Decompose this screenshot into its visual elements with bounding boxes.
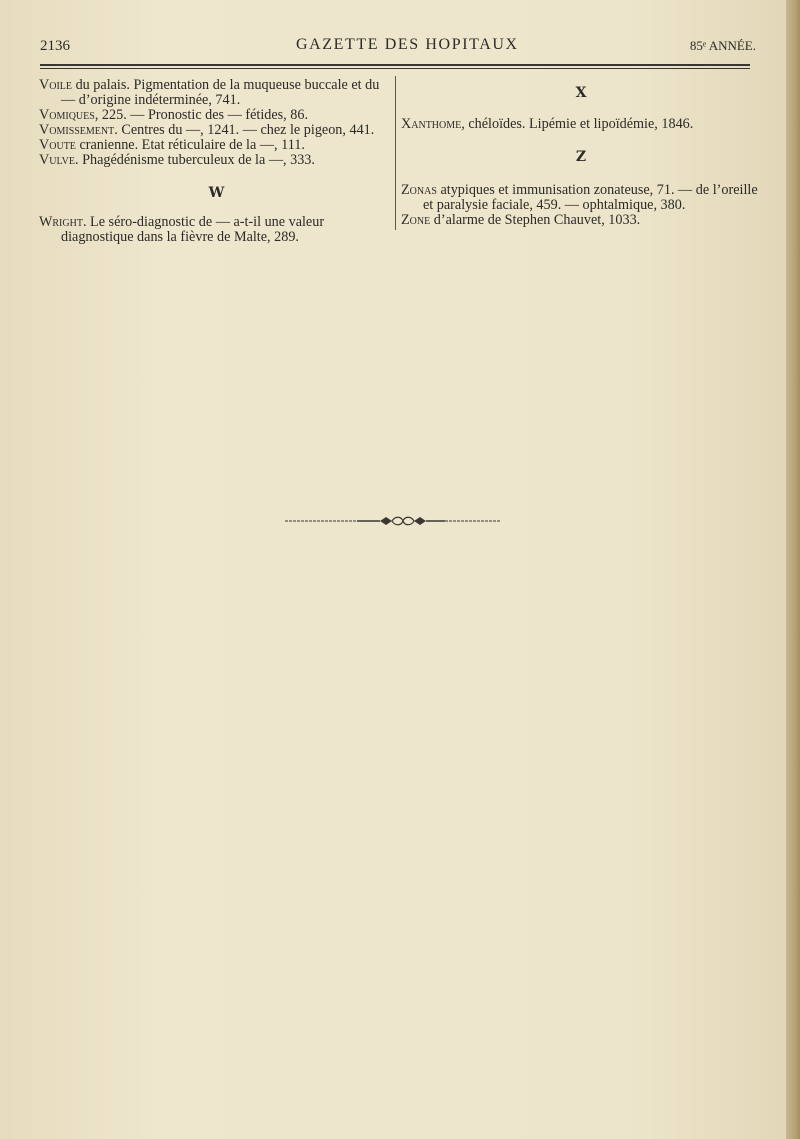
- entry-keyword: Vomissement: [39, 122, 115, 138]
- entry-text: . Centres du —, 1241. — chez le pigeon, 441.: [114, 122, 375, 138]
- index-entry: [39, 108, 394, 123]
- entry-keyword: Zone: [401, 212, 431, 228]
- entry-keyword: Voile: [39, 77, 73, 93]
- section-letter-z: Z: [575, 149, 587, 165]
- entry-keyword: Wright: [39, 214, 83, 230]
- entry-text: atypiques et immunisation zonateuse, 71. — de l’oreille et paralysie faciale, 459. — ophtalmique, 380.: [423, 182, 758, 213]
- entry-text: cranienne. Etat réticulaire de la —, 111.: [75, 137, 305, 153]
- index-entry: [39, 215, 394, 245]
- left-column: [39, 78, 394, 245]
- entry-text: , chéloïdes. Lipémie et lipoïdémie, 1846.: [461, 116, 694, 132]
- entry-text: . Le séro-diagnostic de — a-t-il une valeur diagnostique dans la fièvre de Malte, 289.: [61, 214, 325, 245]
- entry-text: . Phagédénisme tuberculeux de la —, 333.: [75, 152, 315, 168]
- index-entry: [39, 153, 394, 168]
- entry-text: , 225. — Pronostic des — fétides, 86.: [94, 107, 308, 123]
- entry-keyword: Voute: [39, 137, 76, 153]
- column-divider: [395, 76, 396, 230]
- journal-title: GAZETTE DES HOPITAUX: [296, 36, 519, 53]
- header-rule-thick: [40, 64, 750, 66]
- entry-keyword: Zonas: [401, 182, 437, 198]
- index-entry: [39, 138, 394, 153]
- page-number: 2136: [40, 38, 70, 54]
- index-entry: [39, 123, 394, 138]
- section-letter-w: W: [208, 185, 225, 201]
- section-letter-x: X: [575, 85, 587, 101]
- entry-keyword: Vulve: [39, 152, 75, 168]
- index-entry: [401, 117, 761, 132]
- header-rule-thin: [40, 68, 750, 69]
- right-column: [401, 78, 761, 228]
- page-header: [40, 36, 756, 58]
- entry-keyword: Xanthome: [401, 116, 462, 132]
- end-ornament: [285, 513, 500, 529]
- page-edge: [786, 0, 800, 1139]
- year-label: 85ᵉ ANNÉE.: [689, 38, 756, 53]
- index-entry: [401, 213, 761, 228]
- index-entry: [39, 78, 394, 108]
- entry-keyword: Vomiques: [39, 107, 95, 123]
- entry-text: d’alarme de Stephen Chauvet, 1033.: [430, 212, 641, 228]
- entry-text: du palais. Pigmentation de la muqueuse buccale et du — d’origine indéterminée, 741.: [61, 77, 380, 108]
- index-entry: [401, 183, 761, 213]
